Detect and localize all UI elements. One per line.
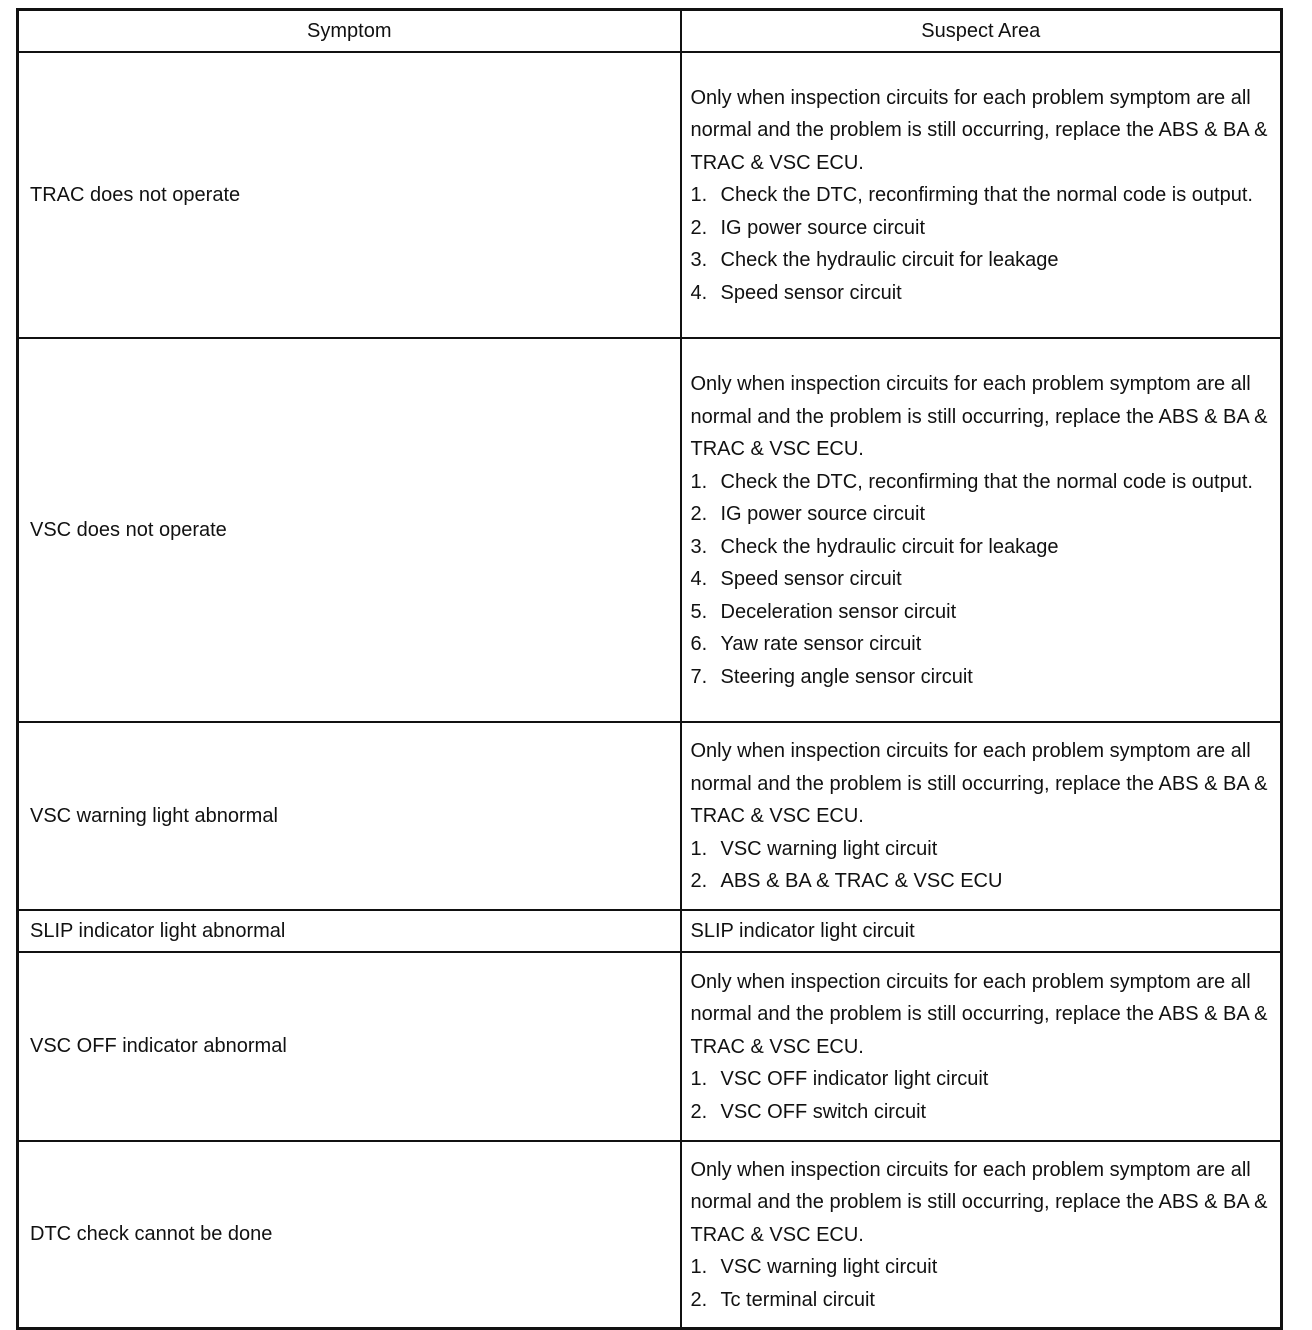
list-item-text: Deceleration sensor circuit: [720, 600, 957, 623]
list-item: [691, 833, 1273, 866]
symptom-column-header: Symptom: [18, 10, 681, 53]
suspect-intro-text: Only when inspection circuits for each problem symptom are all normal and the problem is still occurring, replace the ABS & BA & TRAC & VSC ECU.: [690, 86, 1268, 174]
list-item-text: Steering angle sensor circuit: [720, 665, 973, 688]
list-item: [691, 1096, 1273, 1129]
list-item: [691, 1284, 1273, 1317]
list-item-number: 3.: [690, 535, 708, 558]
table-row: [18, 1141, 1282, 1329]
list-item-number: 2.: [690, 503, 708, 525]
suspect-area-cell: [681, 722, 1282, 910]
list-item-text: Yaw rate sensor circuit: [720, 633, 922, 655]
list-item: [691, 1251, 1273, 1284]
list-item: [691, 466, 1273, 499]
list-item: [691, 244, 1273, 277]
suspect-list: [691, 833, 1273, 898]
suspect-list: [691, 1063, 1273, 1128]
symptom-cell: SLIP indicator light abnormal: [18, 910, 681, 952]
suspect-area-cell: [681, 338, 1282, 722]
suspect-intro-text: Only when inspection circuits for each problem symptom are all normal and the problem is still occurring, replace the ABS & BA & TRAC & VSC ECU.: [690, 740, 1268, 828]
list-item: [691, 1063, 1273, 1096]
list-item: [691, 277, 1273, 310]
problem-symptoms-table: [16, 8, 1283, 1330]
list-item-number: 4.: [690, 281, 708, 304]
table-row: [18, 910, 1282, 952]
list-item-number: 4.: [690, 568, 708, 590]
symptom-cell: VSC warning light abnormal: [18, 722, 681, 910]
symptom-cell: DTC check cannot be done: [18, 1141, 681, 1329]
list-item-text: IG power source circuit: [720, 216, 926, 239]
list-item: [691, 661, 1273, 694]
suspect-list: [691, 466, 1273, 694]
symptom-cell: VSC does not operate: [18, 338, 681, 722]
list-item-number: 5.: [690, 600, 708, 623]
list-item-number: 3.: [690, 249, 708, 272]
list-item-text: VSC warning light circuit: [720, 837, 938, 860]
symptom-cell: VSC OFF indicator abnormal: [18, 952, 681, 1141]
list-item-text: Speed sensor circuit: [720, 281, 902, 304]
suspect-intro-text: Only when inspection circuits for each problem symptom are all normal and the problem is still occurring, replace the ABS & BA & TRAC & VSC ECU.: [690, 970, 1268, 1058]
list-item-text: IG power source circuit: [720, 503, 926, 525]
list-item: [691, 179, 1273, 212]
list-item-number: 6.: [690, 633, 708, 655]
list-item: [691, 865, 1273, 898]
list-item-number: 1.: [690, 837, 708, 860]
list-item-text: Speed sensor circuit: [720, 568, 902, 590]
list-item: [691, 531, 1273, 564]
suspect-area-cell: SLIP indicator light circuit: [681, 910, 1282, 952]
suspect-intro-text: Only when inspection circuits for each problem symptom are all normal and the problem is still occurring, replace the ABS & BA & TRAC & VSC ECU.: [690, 373, 1268, 460]
suspect-list: [691, 1251, 1273, 1316]
list-item-text: Tc terminal circuit: [720, 1288, 875, 1311]
list-item-text: VSC OFF indicator light circuit: [720, 1068, 989, 1091]
table-row: [18, 338, 1282, 722]
suspect-area-cell: [681, 1141, 1282, 1329]
table-row: [18, 52, 1282, 338]
list-item-number: 1.: [690, 184, 708, 207]
list-item-number: 2.: [690, 870, 708, 893]
list-item: [691, 212, 1273, 245]
list-item: [691, 498, 1273, 531]
suspect-intro-text: Only when inspection circuits for each problem symptom are all normal and the problem is still occurring, replace the ABS & BA & TRAC & VSC ECU.: [690, 1158, 1268, 1246]
table-header-row: [18, 10, 1282, 53]
list-item: [691, 628, 1273, 661]
list-item-text: Check the DTC, reconfirming that the normal code is output.: [720, 184, 1253, 207]
table-row: [18, 952, 1282, 1141]
suspect-area-cell: [681, 952, 1282, 1141]
list-item-number: 1.: [690, 1068, 708, 1091]
list-item: [691, 563, 1273, 596]
suspect-area-column-header: Suspect Area: [681, 10, 1282, 53]
list-item-text: Check the hydraulic circuit for leakage: [720, 249, 1059, 272]
list-item-number: 7.: [690, 665, 708, 688]
list-item-number: 2.: [690, 1100, 708, 1123]
table-row: [18, 722, 1282, 910]
list-item-text: Check the DTC, reconfirming that the normal code is output.: [720, 470, 1253, 493]
list-item-text: ABS & BA & TRAC & VSC ECU: [720, 870, 1003, 893]
list-item-text: VSC warning light circuit: [720, 1256, 938, 1279]
list-item-number: 2.: [690, 1288, 708, 1311]
list-item-number: 1.: [690, 470, 708, 493]
list-item-number: 1.: [690, 1256, 708, 1279]
suspect-area-cell: [681, 52, 1282, 338]
list-item: [691, 596, 1273, 629]
symptom-cell: TRAC does not operate: [18, 52, 681, 338]
list-item-number: 2.: [690, 216, 708, 239]
list-item-text: Check the hydraulic circuit for leakage: [720, 535, 1059, 558]
suspect-list: [691, 179, 1273, 309]
list-item-text: VSC OFF switch circuit: [720, 1100, 927, 1123]
